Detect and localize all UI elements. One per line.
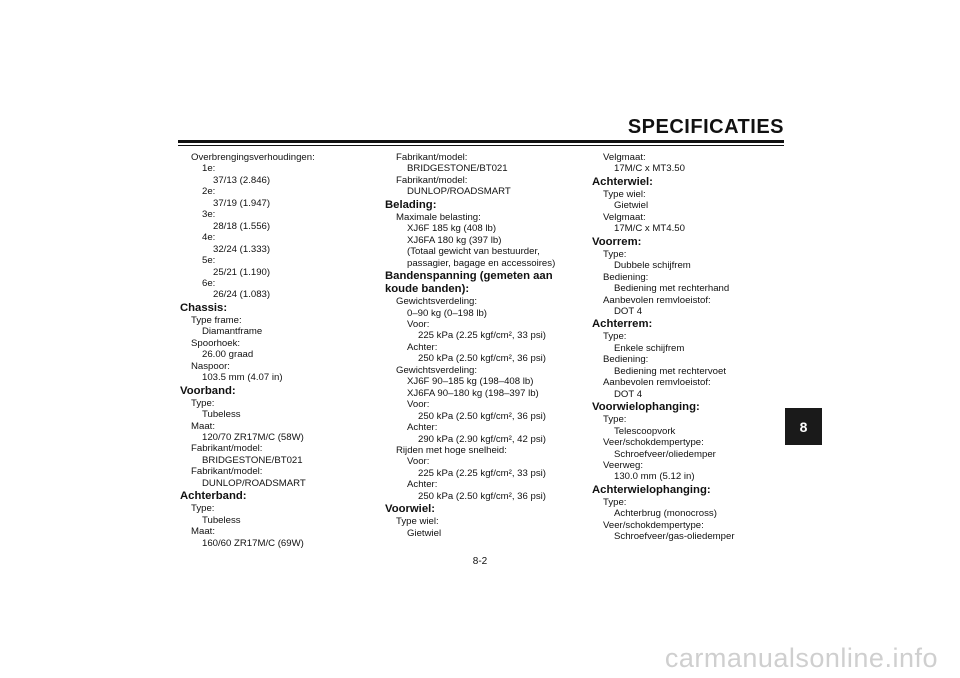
spec-value: DOT 4 [614,305,643,317]
page-number: 8-2 [472,556,488,567]
spec-value: 2e: [202,186,216,198]
spec-value: Diamantframe [202,326,263,338]
section-heading: Achterband: [180,490,247,503]
spec-label: Maat: [191,526,215,538]
spec-label: Bediening: [603,354,649,366]
page-title: SPECIFICATIES [627,116,784,138]
spec-value: 5e: [202,255,216,267]
spec-value: 120/70 ZR17M/C (58W) [202,431,304,443]
spec-value: 37/13 (2.846) [213,174,271,186]
section-heading: Chassis: [180,301,228,314]
spec-value: 3e: [202,209,216,221]
spec-value: 28/18 (1.556) [213,220,271,232]
spec-value: Achterbrug (monocross) [614,508,717,520]
spec-value: 17M/C x MT3.50 [614,163,685,175]
spec-label: Maximale belasting: [396,211,481,223]
watermark: carmanualsonline.info [664,643,938,673]
spec-label: Velgmaat: [603,211,646,223]
spec-column-2 [385,152,585,539]
spec-label: Spoorhoek: [191,337,241,349]
spec-label: Type wiel: [396,516,439,528]
spec-value: 250 kPa (2.50 kgf/cm², 36 psi) [418,353,546,365]
title-rule-thick [178,140,784,143]
spec-label: Fabrikant/model: [191,443,263,455]
spec-label: Veerweg: [603,459,644,471]
spec-value: XJ6FA 90–180 kg (198–397 lb) [407,387,539,399]
spec-label: Veer/schokdempertype: [603,519,704,531]
chapter-tab[interactable]: 8 [785,408,822,445]
section-heading: Achterwielophanging: [592,483,711,496]
title-rule-thin [178,145,784,146]
spec-label: Fabrikant/model: [191,466,263,478]
spec-value: Voor: [407,399,430,411]
spec-label: Velgmaat: [603,152,646,163]
spec-value: Achter: [407,479,438,491]
spec-value: 130.0 mm (5.12 in) [614,471,695,483]
spec-value: Schroefveer/oliedemper [614,448,716,460]
spec-label: Bediening: [603,271,649,283]
spec-value: 290 kPa (2.90 kgf/cm², 42 psi) [418,433,546,445]
spec-value: Voor: [407,318,430,330]
spec-value: 26/24 (1.083) [213,289,271,301]
spec-label: Type: [603,248,627,260]
spec-value: Tubeless [202,409,241,421]
section-heading: Voorwiel: [385,503,436,516]
spec-value: DUNLOP/ROADSMART [202,477,306,489]
section-heading: Voorwielophanging: [592,401,700,414]
spec-value: 17M/C x MT4.50 [614,223,685,235]
spec-value: 25/21 (1.190) [213,266,271,278]
section-heading: Achterwiel: [592,175,653,188]
spec-value: Schroefveer/gas-oliedemper [614,531,735,543]
spec-label: Type: [191,397,215,409]
spec-label: Rijden met hoge snelheid: [396,444,507,456]
spec-value: 0–90 kg (0–198 lb) [407,307,488,319]
spec-label: Type wiel: [603,188,646,200]
section-heading: Voorband: [180,384,236,397]
section-heading: Voorrem: [592,235,642,248]
spec-value: 1e: [202,163,216,175]
spec-label: Type: [191,503,215,515]
spec-value: 250 kPa (2.50 kgf/cm², 36 psi) [418,490,546,502]
spec-label: Aanbevolen remvloeistof: [603,377,711,389]
section-heading: Bandenspanning (gemeten aan koude banden): [385,270,553,296]
spec-value: XJ6F 185 kg (408 lb) [407,223,497,235]
spec-value: (Totaal gewicht van bestuurder, passagier, bagage en accessoires) [407,246,556,269]
spec-value: Gietwiel [614,200,649,212]
spec-value: BRIDGESTONE/BT021 [407,163,508,175]
spec-value: Enkele schijfrem [614,342,685,354]
section-heading: Belading: [385,198,437,211]
spec-value: XJ6FA 180 kg (397 lb) [407,234,502,246]
spec-label: Overbrengingsverhoudingen: [191,152,315,163]
spec-value: 6e: [202,277,216,289]
spec-value: 103.5 mm (4.07 in) [202,372,283,384]
spec-label: Type: [603,414,627,426]
spec-value: BRIDGESTONE/BT021 [202,454,303,466]
spec-label: Fabrikant/model: [396,174,468,186]
spec-value: 160/60 ZR17M/C (69W) [202,537,304,549]
spec-label: Gewichtsverdeling: [396,364,478,376]
spec-value: Tubeless [202,514,241,526]
spec-value: Telescoopvork [614,425,676,437]
spec-label: Gewichtsverdeling: [396,296,478,308]
spec-value: XJ6F 90–185 kg (198–408 lb) [407,376,534,388]
spec-label: Type frame: [191,314,242,326]
spec-value: DUNLOP/ROADSMART [407,186,511,198]
spec-label: Type: [603,331,627,343]
spec-value: 225 kPa (2.25 kgf/cm², 33 psi) [418,330,546,342]
spec-label: Veer/schokdempertype: [603,437,704,449]
spec-value: 225 kPa (2.25 kgf/cm², 33 psi) [418,467,546,479]
spec-value: 26.00 graad [202,349,254,361]
spec-value: 37/19 (1.947) [213,197,271,209]
spec-value: Achter: [407,341,438,353]
spec-value: Voor: [407,456,430,468]
spec-label: Aanbevolen remvloeistof: [603,294,711,306]
spec-value: 4e: [202,232,216,244]
spec-value: Achter: [407,422,438,434]
spec-column-1 [180,152,370,549]
spec-value: DOT 4 [614,388,643,400]
spec-value: 250 kPa (2.50 kgf/cm², 36 psi) [418,410,546,422]
spec-label: Maat: [191,420,215,432]
spec-label: Type: [603,496,627,508]
spec-value: Dubbele schijfrem [614,260,691,272]
spec-column-3 [592,152,782,543]
spec-label: Naspoor: [191,360,230,372]
spec-value: 32/24 (1.333) [213,243,271,255]
spec-value: Gietwiel [407,527,442,539]
spec-value: Bediening met rechterhand [614,283,730,295]
spec-label: Fabrikant/model: [396,152,468,163]
spec-value: Bediening met rechtervoet [614,365,726,377]
section-heading: Achterrem: [592,318,653,331]
